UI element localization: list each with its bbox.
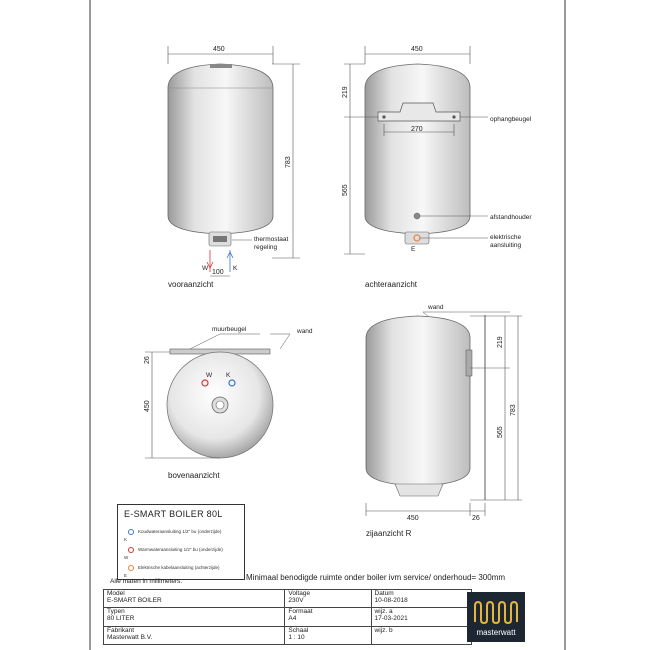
back-view [342, 46, 532, 289]
top-w-label: W [206, 372, 213, 379]
thermostat-label-1: thermostaat [254, 236, 289, 243]
tb-wijzb [371, 626, 471, 644]
top-view [144, 326, 313, 480]
front-w-label: W [202, 265, 209, 272]
tb-voltage [285, 590, 371, 608]
tb-fabrikant [104, 626, 285, 644]
tb-typen [104, 608, 285, 626]
afstandhouder-label: afstandhouder [490, 214, 532, 221]
tb-typen-h: Typen [107, 608, 125, 616]
front-k-label: K [233, 265, 238, 272]
hot-water-icon [128, 547, 134, 553]
legend-title: E-SMART BOILER 80L [124, 509, 223, 519]
tb-wijza-v: 17-03-2021 [374, 615, 408, 623]
tb-fabrikant-h: Fabrikant [107, 626, 135, 634]
side-tank [366, 316, 470, 486]
side-wand-label: wand [428, 304, 444, 311]
back-width-dim: 450 [411, 46, 423, 53]
tb-datum-v: 10-08-2018 [374, 597, 408, 604]
tb-typen-v: 80 LITER [107, 615, 135, 623]
front-tank [168, 64, 273, 234]
side-view [366, 304, 522, 538]
tb-model-v: E-SMART BOILER [107, 597, 162, 604]
front-connection-dim: 100 [212, 269, 224, 276]
muurbeugel-label: muurbeugel [212, 326, 247, 333]
front-view-title: vooraanzicht [168, 280, 214, 289]
legend-item-cold-tag: K [124, 537, 128, 542]
top-wand-label: wand [297, 328, 313, 335]
tb-datum-h: Datum [374, 590, 394, 597]
side-width-dim: 450 [407, 515, 419, 522]
electric-icon [128, 565, 134, 571]
legend-item-electric-tag: E [124, 573, 128, 578]
legend-box [117, 504, 245, 580]
top-k-label: K [226, 372, 231, 379]
afstandhouder-marker [414, 213, 420, 219]
legend-item-hot-tag: W [124, 555, 129, 560]
back-bracket-dim: 270 [411, 126, 423, 133]
tb-schaal-h: Schaal [288, 626, 309, 634]
tb-voltage-v: 230V [288, 597, 304, 604]
tb-schaal [285, 626, 371, 644]
back-tank [365, 64, 470, 234]
tb-fabrikant-v: Masterwatt B.V. [107, 633, 153, 641]
cold-water-icon [128, 529, 134, 535]
tb-formaat-h: Formaat [288, 608, 313, 616]
top-diameter-dim: 450 [144, 400, 151, 412]
back-lower-dim: 565 [342, 184, 349, 196]
side-height-dim: 783 [510, 404, 517, 416]
tb-wijza-h: wijz. a [374, 608, 393, 616]
masterwatt-logo [467, 592, 525, 642]
tb-wijzb-h: wijz. b [374, 626, 393, 634]
elektrische-label-1: elektrische [490, 234, 522, 241]
legend-item-electric-text: Elektrische kabelaansluiting (achterzijde) [138, 565, 220, 571]
legend-item-cold [124, 529, 222, 542]
legend-item-electric [124, 565, 220, 578]
tb-datum [371, 590, 471, 608]
side-top-dim: 219 [497, 336, 504, 348]
side-lower-dim: 565 [497, 426, 504, 438]
thermostat-label-2: regeling [254, 244, 278, 251]
masterwatt-brand-text: masterwatt [476, 628, 516, 637]
front-height-dim: 783 [285, 156, 292, 168]
side-view-title: zijaanzicht R [366, 529, 412, 538]
tb-model [104, 590, 285, 608]
service-space-note: Minimaal benodigde ruimte onder boiler ivm service/ onderhoud= 300mm [246, 573, 506, 582]
elektrische-label-2: aansluiting [490, 242, 522, 249]
front-width-dim: 450 [213, 46, 225, 53]
tb-formaat-v: A4 [288, 615, 297, 623]
back-top-dim: 219 [342, 86, 349, 98]
tb-model-h: Model [107, 590, 125, 597]
tb-wijza [371, 608, 471, 626]
tb-schaal-v: 1 : 10 [288, 633, 305, 641]
back-view-title: achteraanzicht [365, 280, 418, 289]
units-note: Alle maten in millimeters. [110, 578, 183, 585]
ophangbeugel-label: ophangbeugel [490, 116, 532, 123]
legend-item-cold-text: Koudwateraansluiting 1/2" bu (onderzijde) [138, 529, 222, 535]
tb-formaat [285, 608, 371, 626]
front-view [168, 46, 300, 289]
back-e-label: E [411, 246, 416, 253]
top-view-title: bovenaanzicht [168, 471, 220, 480]
legend-item-hot-text: Warmwateraansluiting 1/2" bu (onderzijde) [138, 547, 223, 553]
side-offset-dim: 26 [472, 515, 480, 522]
tb-voltage-h: Voltage [288, 590, 311, 597]
legend-item-hot [124, 547, 223, 560]
top-offset-dim: 26 [144, 356, 151, 364]
